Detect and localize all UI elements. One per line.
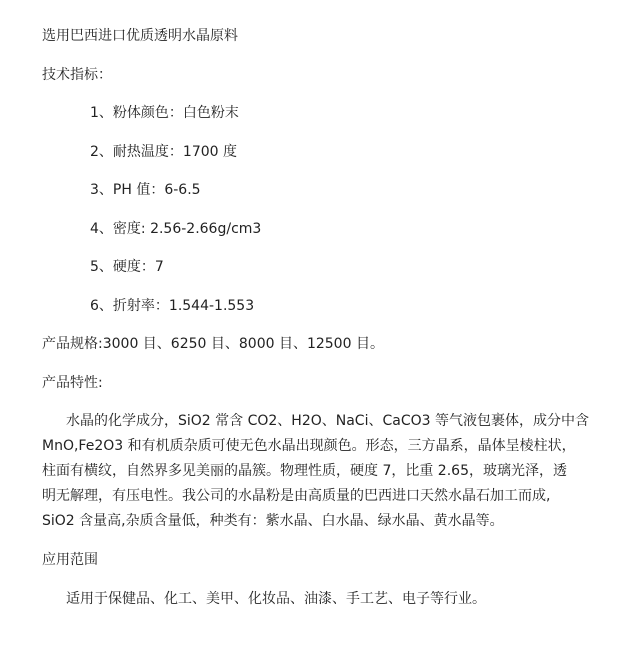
product-sizes: 产品规格:3000 目、6250 目、8000 目、12500 目。 (42, 336, 384, 352)
features-paragraph-line: SiO2 含量高,杂质含量低，种类有：紫水晶、白水晶、绿水晶、黄水晶等。 (42, 513, 504, 529)
spec-item: 5、硬度：7 (90, 259, 164, 275)
features-paragraph-line: 明无解理，有压电性。我公司的水晶粉是由高质量的巴西进口天然水晶石加工而成, (42, 488, 551, 504)
usage-text: 适用于保健品、化工、美甲、化妆品、油漆、手工艺、电子等行业。 (66, 591, 486, 607)
spec-item: 4、密度: 2.56-2.66g/cm3 (90, 221, 262, 237)
doc-title: 选用巴西进口优质透明水晶原料 (42, 28, 238, 44)
features-paragraph-line: 柱面有横纹，自然界多见美丽的晶簇。物理性质，硬度 7，比重 2.65，玻璃光泽，透 (42, 463, 567, 479)
spec-item: 6、折射率：1.544-1.553 (90, 298, 255, 314)
features-heading: 产品特性: (42, 375, 103, 391)
spec-item: 2、耐热温度：1700 度 (90, 144, 237, 160)
usage-heading: 应用范围 (42, 552, 98, 568)
spec-item: 3、PH 值：6-6.5 (90, 182, 201, 198)
spec-item: 1、粉体颜色：白色粉末 (90, 105, 239, 121)
features-paragraph-line: MnO,Fe2O3 和有机质杂质可使无色水晶出现颜色。形态，三方晶系，晶体呈棱柱状， (42, 438, 576, 454)
features-paragraph-line: 水晶的化学成分，SiO2 常含 CO2、H2O、NaCi、CaCO3 等气液包裹体，成分中含 (66, 413, 589, 429)
specs-heading: 技术指标： (42, 67, 112, 83)
